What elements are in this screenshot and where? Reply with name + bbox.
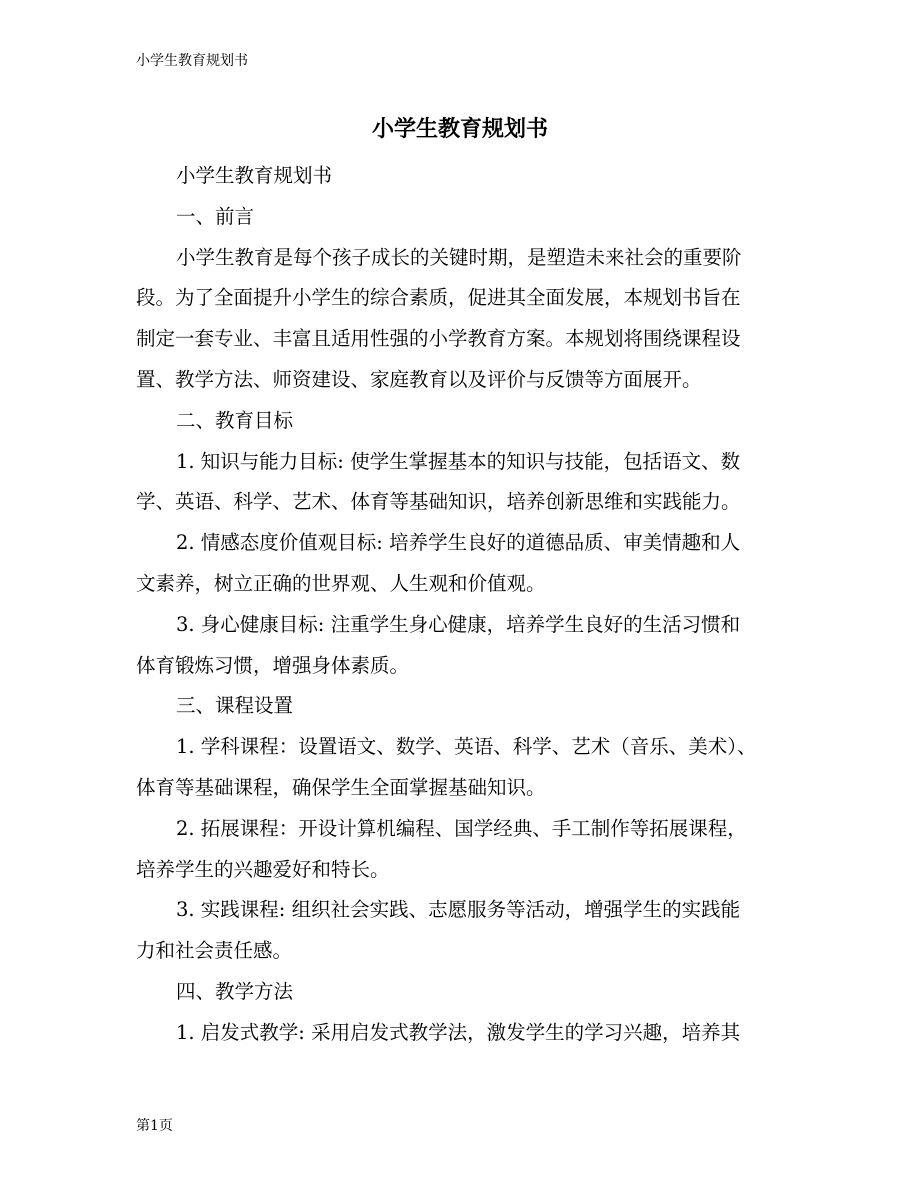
list-item-line: 力和社会责任感。	[136, 939, 293, 963]
paragraph-line: 置、教学方法、师资建设、家庭教育以及评价与反馈等方面展开。	[136, 367, 702, 391]
paragraph-line: 小学生教育是每个孩子成长的关键时期，是塑造未来社会的重要阶	[176, 245, 742, 269]
list-item-line: 体育锻炼习惯，增强身体素质。	[136, 653, 410, 677]
list-item-line: 学、英语、科学、艺术、体育等基础知识，培养创新思维和实践能力。	[136, 490, 741, 514]
section-heading-teaching-methods: 四、教学方法	[176, 979, 294, 1003]
list-item-line: 3. 实践课程: 组织社会实践、志愿服务等活动，增强学生的实践能	[176, 898, 741, 922]
list-item-line: 文素养，树立正确的世界观、人生观和价值观。	[136, 571, 546, 595]
list-item-line: 3. 身心健康目标: 注重学生身心健康，培养学生良好的生活习惯和	[176, 612, 741, 636]
list-item-line: 培养学生的兴趣爱好和特长。	[136, 857, 390, 881]
subtitle-line: 小学生教育规划书	[176, 164, 333, 187]
paragraph-line: 段。为了全面提升小学生的综合素质，促进其全面发展，本规划书旨在	[136, 286, 741, 310]
list-item-line: 体育等基础课程，确保学生全面掌握基础知识。	[136, 775, 546, 799]
list-item-line: 2. 拓展课程：开设计算机编程、国学经典、手工制作等拓展课程，	[176, 816, 747, 840]
section-heading-goals: 二、教育目标	[176, 408, 294, 432]
list-item-line: 1. 学科课程：设置语文、数学、英语、科学、艺术（音乐、美术）、	[176, 735, 757, 759]
running-header: 小学生教育规划书	[136, 53, 248, 69]
document-title: 小学生教育规划书	[371, 116, 548, 142]
section-heading-curriculum: 三、课程设置	[176, 694, 294, 718]
document-body	[136, 156, 786, 1054]
paragraph-line: 制定一套专业、丰富且适用性强的小学教育方案。本规划将围绕课程设	[136, 327, 741, 351]
list-item-line: 1. 启发式教学: 采用启发式教学法，激发学生的学习兴趣，培养其	[176, 1020, 741, 1044]
page-number: 第1页	[136, 1118, 173, 1134]
section-heading-preface: 一、前言	[176, 204, 255, 228]
list-item-line: 1. 知识与能力目标: 使学生掌握基本的知识与技能，包括语文、数	[176, 449, 741, 473]
list-item-line: 2. 情感态度价值观目标: 培养学生良好的道德品质、审美情趣和人	[176, 531, 741, 555]
